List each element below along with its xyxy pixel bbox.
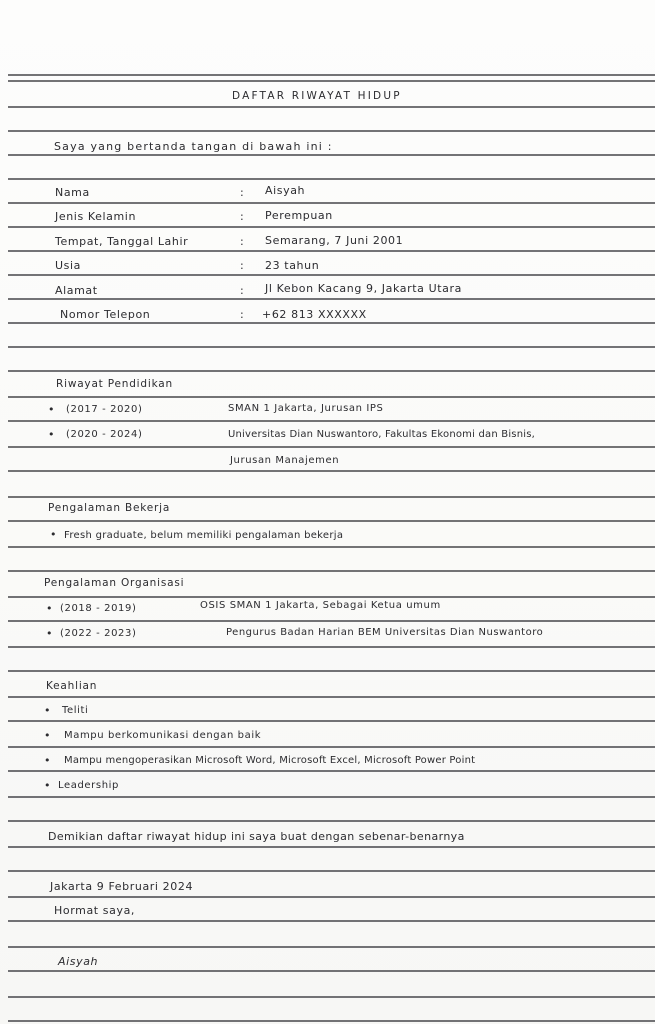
ruled-line bbox=[8, 298, 655, 300]
ruled-line bbox=[8, 202, 655, 204]
list-bullet: • bbox=[50, 528, 58, 541]
personal-value: Aisyah bbox=[265, 184, 306, 197]
personal-label: Alamat bbox=[55, 284, 98, 297]
personal-label: Nomor Telepon bbox=[60, 308, 151, 321]
list-bullet: • bbox=[46, 602, 54, 615]
list-bullet: • bbox=[44, 779, 52, 792]
skill-item: Teliti bbox=[62, 705, 89, 716]
ruled-line bbox=[8, 796, 655, 798]
ruled-line bbox=[8, 496, 655, 498]
ruled-line bbox=[8, 80, 655, 82]
ruled-line bbox=[8, 870, 655, 872]
skill-item: Mampu berkomunikasi dengan baik bbox=[64, 730, 262, 741]
ruled-line bbox=[8, 154, 655, 156]
intro-text: Saya yang bertanda tangan di bawah ini : bbox=[54, 140, 333, 153]
personal-separator: : bbox=[240, 235, 245, 248]
personal-separator: : bbox=[240, 210, 245, 223]
personal-separator: : bbox=[240, 259, 245, 272]
list-bullet: • bbox=[44, 729, 52, 742]
organization-period: (2022 - 2023) bbox=[60, 628, 137, 639]
regards-text: Hormat saya, bbox=[54, 904, 136, 917]
ruled-line bbox=[8, 970, 655, 972]
personal-separator: : bbox=[240, 186, 245, 199]
signature-name: Aisyah bbox=[58, 955, 99, 968]
ruled-line bbox=[8, 620, 655, 622]
experience-heading: Pengalaman Bekerja bbox=[48, 502, 171, 514]
ruled-line bbox=[8, 226, 655, 228]
personal-value: 23 tahun bbox=[265, 259, 320, 272]
ruled-line bbox=[8, 920, 655, 922]
ruled-line bbox=[8, 420, 655, 422]
skill-item: Leadership bbox=[58, 780, 119, 791]
ruled-line bbox=[8, 770, 655, 772]
education-desc: Universitas Dian Nuswantoro, Fakultas Ekonomi dan Bisnis, bbox=[228, 429, 536, 440]
ruled-line bbox=[8, 250, 655, 252]
personal-separator: : bbox=[240, 308, 245, 321]
organization-desc: OSIS SMAN 1 Jakarta, Sebagai Ketua umum bbox=[200, 600, 441, 611]
ruled-line bbox=[8, 178, 655, 180]
skill-item: Mampu mengoperasikan Microsoft Word, Microsoft Excel, Microsoft Power Point bbox=[64, 755, 476, 766]
ruled-line bbox=[8, 820, 655, 822]
list-bullet: • bbox=[44, 704, 52, 717]
organization-desc: Pengurus Badan Harian BEM Universitas Dian Nuswantoro bbox=[226, 627, 544, 638]
ruled-line bbox=[8, 846, 655, 848]
organization-heading: Pengalaman Organisasi bbox=[44, 577, 185, 589]
ruled-line bbox=[8, 746, 655, 748]
personal-label: Nama bbox=[55, 186, 90, 199]
education-desc: SMAN 1 Jakarta, Jurusan IPS bbox=[228, 403, 384, 414]
document-title: DAFTAR RIWAYAT HIDUP bbox=[232, 90, 402, 102]
ruled-line bbox=[8, 670, 655, 672]
education-period: (2020 - 2024) bbox=[66, 429, 143, 440]
list-bullet: • bbox=[48, 403, 56, 416]
personal-value: Semarang, 7 Juni 2001 bbox=[265, 234, 404, 247]
ruled-line bbox=[8, 396, 655, 398]
ruled-line bbox=[8, 1020, 655, 1022]
ruled-line bbox=[8, 720, 655, 722]
personal-value: Perempuan bbox=[265, 209, 333, 222]
personal-label: Usia bbox=[55, 259, 81, 272]
ruled-line bbox=[8, 446, 655, 448]
ruled-line bbox=[8, 130, 655, 132]
ruled-line bbox=[8, 346, 655, 348]
ruled-line bbox=[8, 274, 655, 276]
ruled-line bbox=[8, 106, 655, 108]
education-continuation: Jurusan Manajemen bbox=[230, 455, 340, 466]
education-period: (2017 - 2020) bbox=[66, 404, 143, 415]
ruled-line bbox=[8, 370, 655, 372]
education-heading: Riwayat Pendidikan bbox=[56, 378, 173, 390]
closing-statement: Demikian daftar riwayat hidup ini saya buat dengan sebenar-benarnya bbox=[48, 830, 465, 843]
skills-heading: Keahlian bbox=[46, 680, 98, 692]
ruled-line bbox=[8, 946, 655, 948]
experience-item: Fresh graduate, belum memiliki pengalaman bekerja bbox=[64, 530, 344, 541]
personal-value: +62 813 XXXXXX bbox=[262, 308, 367, 321]
list-bullet: • bbox=[46, 627, 54, 640]
list-bullet: • bbox=[44, 754, 52, 767]
ruled-line bbox=[8, 322, 655, 324]
personal-value: Jl Kebon Kacang 9, Jakarta Utara bbox=[265, 282, 462, 295]
place-date: Jakarta 9 Februari 2024 bbox=[50, 880, 194, 893]
personal-label: Tempat, Tanggal Lahir bbox=[55, 235, 189, 248]
ruled-line bbox=[8, 470, 655, 472]
ruled-line bbox=[8, 996, 655, 998]
list-bullet: • bbox=[48, 428, 56, 441]
personal-separator: : bbox=[240, 284, 245, 297]
ruled-line bbox=[8, 646, 655, 648]
ruled-line bbox=[8, 520, 655, 522]
ruled-line bbox=[8, 74, 655, 76]
ruled-line bbox=[8, 546, 655, 548]
ruled-line bbox=[8, 896, 655, 898]
personal-label: Jenis Kelamin bbox=[55, 210, 137, 223]
ruled-line bbox=[8, 696, 655, 698]
ruled-line bbox=[8, 596, 655, 598]
organization-period: (2018 - 2019) bbox=[60, 603, 137, 614]
ruled-line bbox=[8, 570, 655, 572]
